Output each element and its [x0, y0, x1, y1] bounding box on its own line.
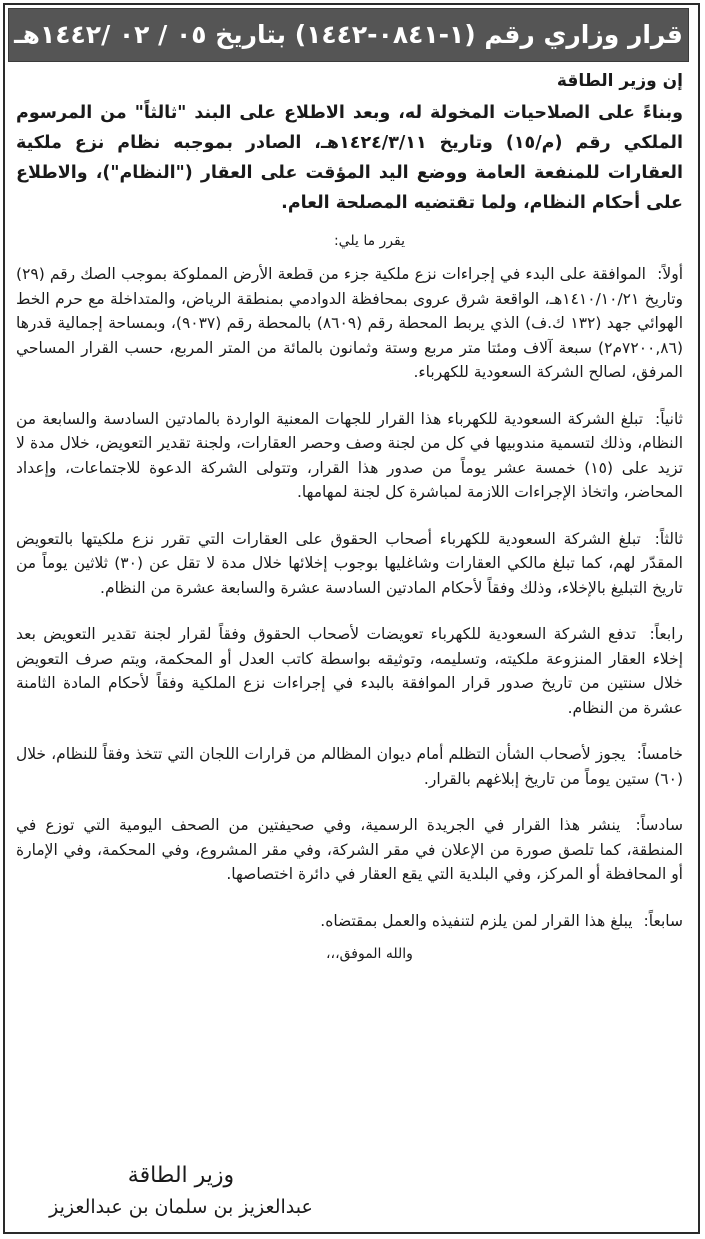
article-2: [16, 407, 683, 505]
decision-title-bar: [8, 8, 689, 62]
article-5: [16, 742, 683, 791]
article-1: [16, 262, 683, 385]
signatory-title: وزير الطاقة: [127, 1163, 235, 1188]
article-ordinal: سادساً:: [635, 816, 683, 834]
document-body: [16, 66, 683, 965]
signature-block: [16, 1160, 346, 1222]
article-ordinal: ثانياً:: [655, 409, 683, 428]
article-ordinal: أولاً:: [657, 265, 684, 283]
closing-phrase: والله الموفق،،،: [326, 946, 413, 962]
article-ordinal: خامساً:: [636, 745, 683, 763]
article-text: يجوز لأصحاب الشأن التظلم أمام ديوان المظالم من قرارات اللجان التي تتخذ وفقاً للنظام، خلال (٦٠) ستين يوماً من تاريخ إبلاغهم بالقرار.: [16, 745, 683, 788]
article-ordinal: رابعاً:: [649, 625, 683, 643]
article-ordinal: سابعاً:: [643, 911, 683, 930]
article-4: [16, 622, 683, 720]
article-text: ينشر هذا القرار في الجريدة الرسمية، وفي صحيفتين من الصحف اليومية التي توزع في المنطقة، كما تلصق صورة من الإعلان في مقر الشركة، وفي مقر المشروع، وفي المحكمة، وفي الإمارة أو المحافظة أو المركز، وفي البلدية التي يقع العقار في دائرة اختصاصها.: [16, 816, 683, 883]
decision-title: قرار وزاري رقم (١-٠٨٤١-١٤٤٢) بتاريخ ٠٥ / ٠٢ /١٤٤٢هـ: [14, 20, 683, 49]
decides-label: يقرر ما يلي:: [333, 233, 406, 249]
article-7: [16, 909, 683, 934]
preamble: وبناءً على الصلاحيات المخولة له، وبعد الاطلاع على البند "ثالثاً" من المرسوم الملكي رقم (م/١٥) وتاريخ ١٤٢٤/٣/١١هـ، الصادر بموجبه نظام نزع ملكية العقارات للمنفعة العامة ووضع اليد المؤقت على العقار ("النظام")، والاطلاع على أحكام النظام، ولما تقتضيه المصلحة العام.: [16, 103, 684, 213]
article-text: الموافقة على البدء في إجراءات نزع ملكية جزء من قطعة الأرض المملوكة بموجب الصك رقم (٢٩) وتاريخ ١٤١٠/١٠/٢١هـ، الواقعة شرق عروى بمحافظة الدوادمي بمنطقة الرياض، والمتداخلة مع حرم الخط الهوائي جهد (١٣٢ ك.ف) الذي يربط المحطة رقم (٨٦٠٩) بالمحطة رقم (٩٠٣٧)، وبمساحة إجمالية قدرها (٧٢٠٠,٨٦م٢) سبعة آلاف ومئتا متر مربع وستة وثمانون بالمائة من المتر المربع، حسب القرار المساحي المرفق، لصالح الشركة السعودية للكهرباء.: [16, 265, 683, 381]
article-text: تبلغ الشركة السعودية للكهرباء أصحاب الحقوق على العقارات التي تقرر نزع ملكيتها بالتعويض المقدّر لهم، كما تبلغ مالكي العقارات وشاغليها بوجوب إخلائها خلال مدة لا تقل عن (٣٠) ثلاثين يوماً من تاريخ التبليغ بالإخلاء، وذلك وفقاً لأحكام المادتين السادسة عشرة والسابعة عشرة من النظام.: [16, 529, 683, 597]
article-6: [16, 813, 683, 887]
signatory-name: عبدالعزيز بن سلمان بن عبدالعزيز: [49, 1196, 313, 1218]
article-3: [16, 527, 683, 601]
minister-heading: إن وزير الطاقة: [556, 71, 683, 91]
article-text: تدفع الشركة السعودية للكهرباء تعويضات لأصحاب الحقوق وفقاً لقرار لجنة تقدير التعويض بعد إخلاء العقار المنزوعة ملكيته، وتسليمه، وتوثيقه بواسطة كاتب العدل أو المحكمة، ويتم صرف التعويض خلال سنتين من تاريخ صدور قرار الموافقة بالبدء في إجراءات نزع الملكية وفقاً لأحكام المادة الثامنة عشرة من النظام.: [16, 625, 683, 717]
article-text: يبلغ هذا القرار لمن يلزم لتنفيذه والعمل بمقتضاه.: [320, 911, 633, 930]
article-text: تبلغ الشركة السعودية للكهرباء هذا القرار للجهات المعنية الواردة بالمادتين السادسة والسابعة من النظام، وذلك لتسمية مندوبيها في كل من لجنة وصف وحصر العقارات، ولجنة تقدير التعويض، خلال مدة لا تزيد على (١٥) خمسة عشر يوماً من صدور هذا القرار، وتتولى الشركة الدعوة للاجتماعات، وإعداد المحاضر، واتخاذ الإجراءات اللازمة لمباشرة كل لجنة لمهامها.: [16, 409, 683, 501]
article-ordinal: ثالثاً:: [654, 529, 684, 548]
